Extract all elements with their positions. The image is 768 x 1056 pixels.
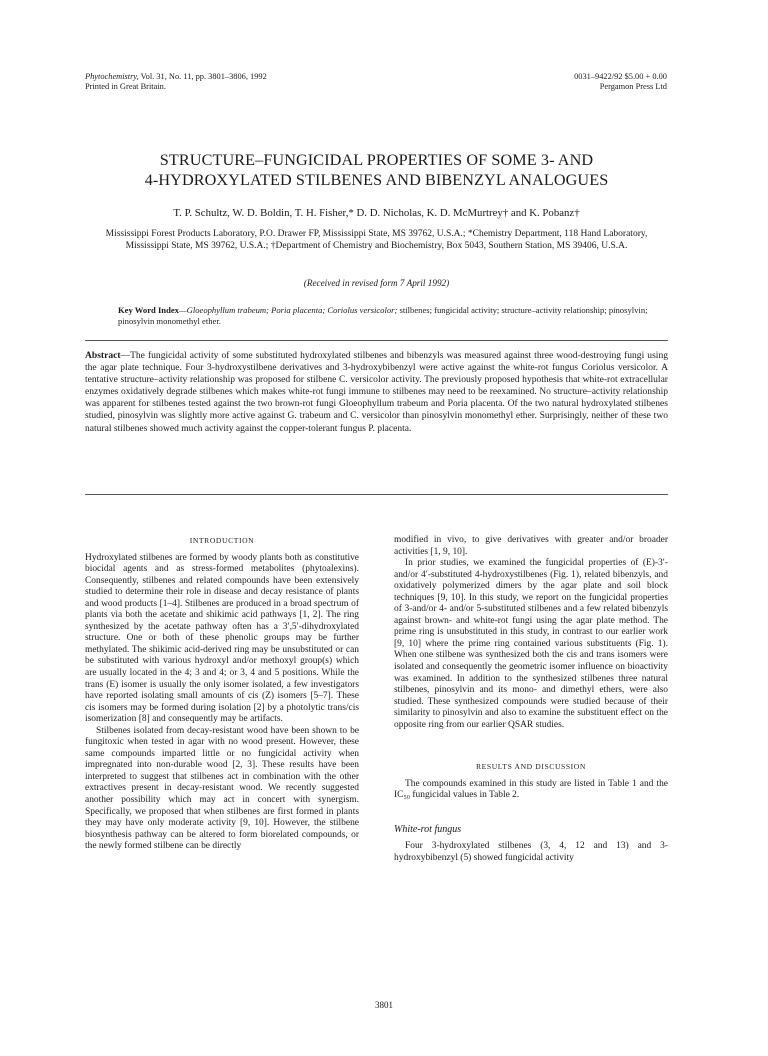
title-line-2: 4-HYDROXYLATED STILBENES AND BIBENZYL ANALOGUES bbox=[144, 171, 609, 189]
abstract-text: —The fungicidal activity of some substituted hydroxylated stilbenes and bibenzyls was measured against three wood-destroying fungi using the agar plate technique. Four 3-hydroxystilbene derivatives and 3-hydroxybibenzyl were active against the white-rot fungus Coriolus versicolor. A tentative structure–activity relationship was proposed for stilbene C. versicolor activity. The previously proposed hypothesis that white-rot extracellular enzymes oxidatively degrade stilbenes which makes white-rot fungi immune to stilbenes may need to be reexamined. No structure–activity relationship was apparent for stilbenes tested against the two brown-rot fungi Gloeophyllum trabeum and Poria placenta. Of the two natural hydroxylated stilbenes studied, pinosylvin was slightly more active against G. trabeum and C. versicolor than pinosylvin monomethyl ether. Surprisingly, neither of these two natural stilbenes showed much activity against the copper-tolerant fungus P. placenta. bbox=[85, 350, 668, 434]
intro-paragraph-1: Hydroxylated stilbenes are formed by woody plants both as constitutive biocidal agents and as stress-formed metabolites (phytoalexins). Consequently, stilbenes and related compounds have been extensively studied to determine their role in disease and decay resistance of plants and wood products [1–4]. Stilbenes are produced in a broad spectrum of plants via both the acetate and shikimic acid pathways [1, 2]. The ring synthesized by the acetate pathway often has a 3′,5′-dihydroxylated structure. One or both of these phenolic groups may be further methylated. The shikimic acid-derived ring may be unsubstituted or can be substituted with various hydroxyl and/or methoxyl group(s) which are usually located in the 4; 3 and 4; or 3, 4 and 5 positions. While the trans (E) isomer is usually the only isomer isolated, a few investigators have reported isolating small amounts of cis (Z) isomers [5–7]. These cis isomers may be formed during isolation [2] by a photolytic trans/cis isomerization [8] and consequently may be artifacts. bbox=[85, 552, 359, 725]
left-column bbox=[85, 535, 359, 853]
keyword-species: —Gloeophyllum trabeum; Poria placenta; Coriolus versicolor; bbox=[178, 305, 398, 315]
journal-name: Phytochemistry, bbox=[85, 72, 139, 81]
section-heading-results: RESULTS AND DISCUSSION bbox=[476, 762, 586, 772]
keyword-label: Key Word Index bbox=[118, 305, 179, 315]
title-line-1: STRUCTURE–FUNGICIDAL PROPERTIES OF SOME 3- AND bbox=[159, 151, 594, 169]
abstract-bottom-rule bbox=[85, 494, 668, 495]
affiliations: Mississippi Forest Products Laboratory, P.O. Drawer FP, Mississippi State, MS 39762, U.S.A.; *Chemistry Department, 118 Hand Laboratory, Mississippi State, MS 39762, U.S.A.; †Department of Chemistry and Biochemistry, Box 5043, Southern Station, MS 39406, U.S.A. bbox=[105, 229, 648, 252]
publisher: Pergamon Press Ltd bbox=[599, 82, 667, 91]
journal-citation: Vol. 31, No. 11, pp. 3801–3806, 1992 bbox=[138, 72, 267, 81]
results-paragraph-2: Four 3-hydroxylated stilbenes (3, 4, 12 and 13) and 3-hydroxybibenzyl (5) showed fungicidal activity bbox=[394, 841, 668, 864]
received-date: (Received in revised form 7 April 1992) bbox=[303, 278, 450, 288]
article-title bbox=[85, 150, 668, 190]
printed-location: Printed in Great Britain. bbox=[85, 82, 166, 91]
intro-paragraph-2: Stilbenes isolated from decay-resistant wood have been shown to be fungitoxic when tested in agar with no wood present. However, these same compounds imparted little or no fungicidal activity when impregnated into non-durable wood [2, 3]. These results have been interpreted to suggest that stilbenes act in combination with the other extractives present in decay-resistant wood. We recently suggested another possibility which may act in concert with synergism. Specifically, we proposed that when stilbenes are first formed in plants they may have only moderate activity [9, 10]. However, the stilbene biosynthesis pathway can be altered to form biorelated compounds, or the newly formed stilbene can be directly bbox=[85, 725, 359, 852]
page-number: 3801 bbox=[375, 1000, 393, 1010]
results-paragraph-1: The compounds examined in this study are listed in Table 1 and the IC₅₀ fungicidal values in Table 2. bbox=[394, 778, 668, 801]
section-heading-introduction: INTRODUCTION bbox=[189, 536, 255, 545]
abstract bbox=[85, 350, 668, 435]
right-column bbox=[394, 535, 668, 865]
intro-paragraph-continued: modified in vivo, to give derivatives with greater and/or broader activities [1, 9, 10]. bbox=[394, 535, 668, 557]
issn-price: 0031–9422/92 $5.00 + 0.00 bbox=[574, 72, 667, 81]
subsection-heading-white-rot: White-rot fungus bbox=[394, 823, 462, 835]
keyword-index bbox=[118, 305, 658, 327]
author-list: T. P. Schultz, W. D. Boldin, T. H. Fisher,* D. D. Nicholas, K. D. McMurtrey† and K. Pobanz† bbox=[173, 207, 580, 219]
abstract-label: Abstract bbox=[85, 350, 121, 361]
intro-paragraph-3: In prior studies, we examined the fungicidal properties of (E)-3′- and/or 4′-substituted 4-hydroxystilbenes (Fig. 1), related bibenzyls, and oxidatively polymerized dimers by the agar plate and soil block techniques [9, 10]. In this study, we report on the fungicidal properties of 3-and/or 4- and/or 5-substituted stilbenes and a few related bibenzyls against brown- and white-rot fungi using the agar plate method. The prime ring is unsubstituted in this study, in contrast to our earlier work [9, 10] where the prime ring contained various substituents (Fig. 1). When one stilbene was synthesized both the cis and trans isomers were isolated and consequently the geometric isomer influence on bioactivity was examined. In addition to the synthesized stilbenes three natural stilbenes, pinosylvin and its mono- and dimethyl ethers, were also studied. These synthesized compounds were studied because of their similarity to pinosylvin and also to examine the substituent effect on the opposite ring from our earlier QSAR studies. bbox=[394, 558, 668, 730]
abstract-top-rule bbox=[85, 340, 668, 341]
keyword-terms: stilbenes; fungicidal activity; structure–activity relationship; pinosylvin; pinosylvin monomethyl ether. bbox=[118, 305, 648, 326]
running-header-right bbox=[574, 72, 667, 92]
running-header-left bbox=[85, 72, 267, 92]
